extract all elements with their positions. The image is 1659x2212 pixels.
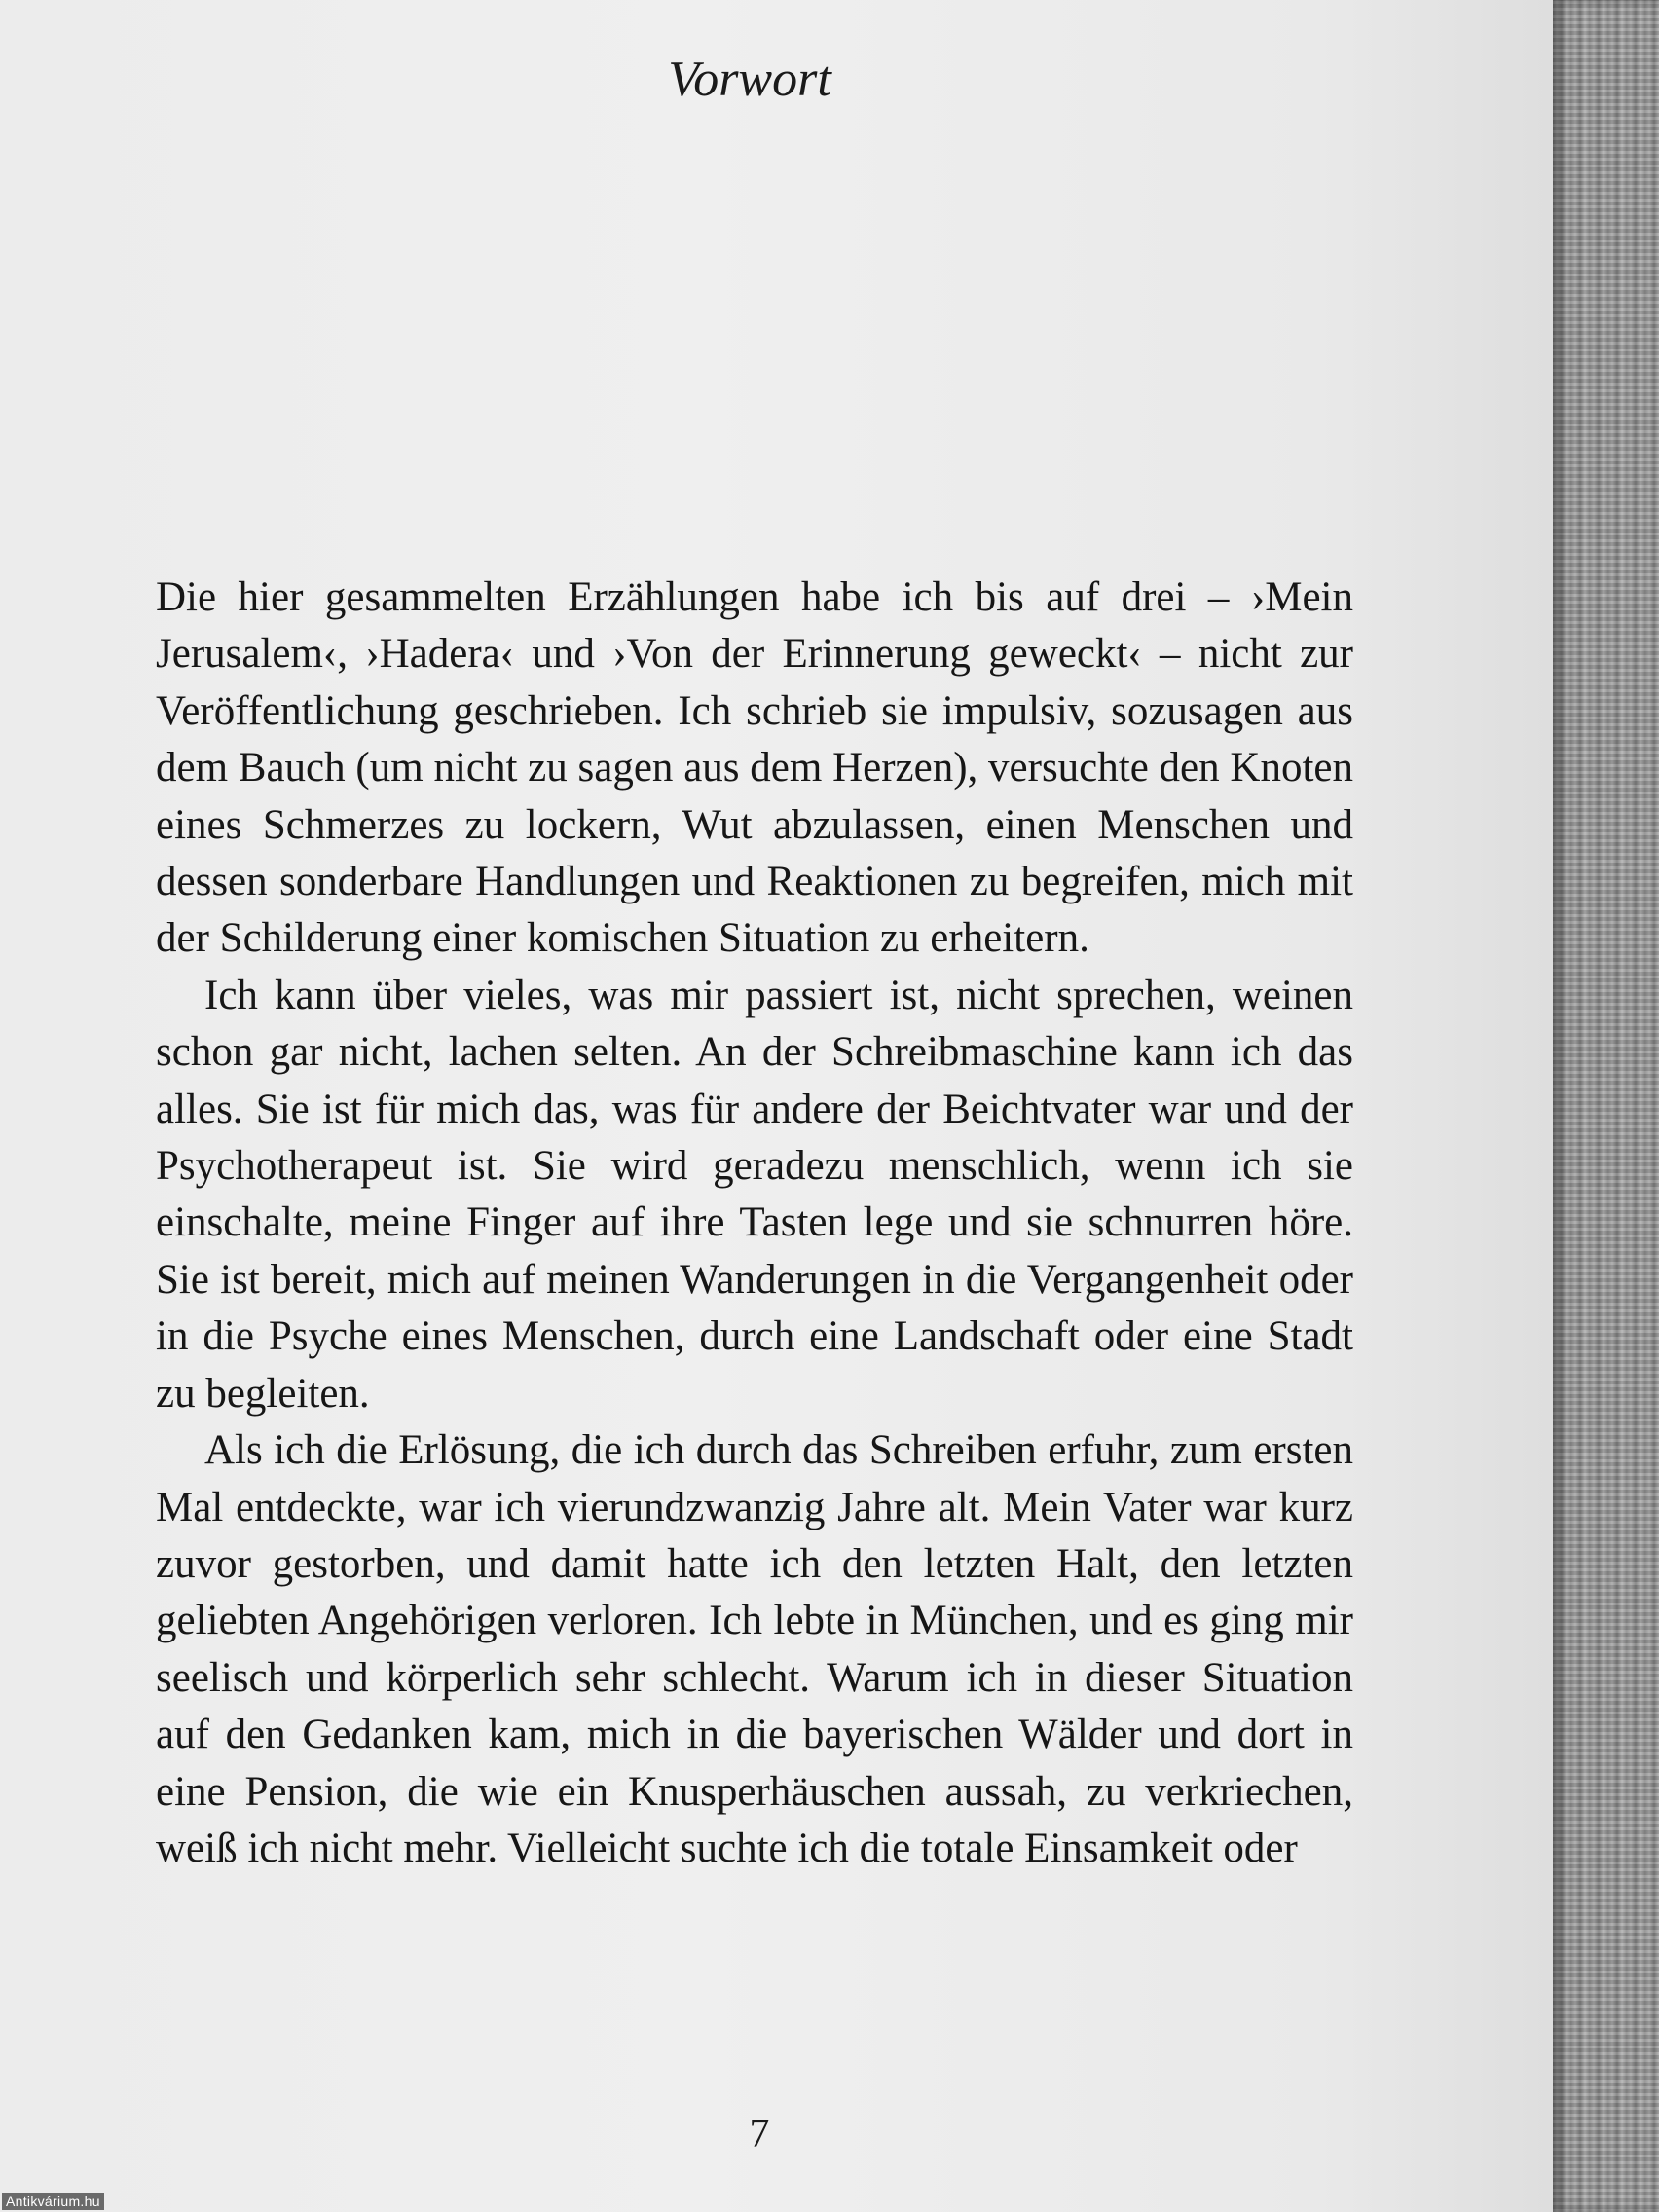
paragraph-3: Als ich die Erlösung, die ich durch das Schreiben erfuhr, zum ersten Mal entdeckte, war ich vierundzwanzig Jahre alt. Mein Vater war kurz zuvor gestorben, und damit hatte ich den letzten Halt, den letzten geliebten Angehörigen verloren. Ich lebte in München, und es ging mir seelisch und körperlich sehr schlecht. Warum ich in dieser Situation auf den Gedanken kam, mich in die bayerischen Wälder und dort in eine Pension, die wie ein Knusperhäuschen aussah, zu verkriechen, weiß ich nicht mehr. Vielleicht suchte ich die totale Einsamkeit oder [156, 1427, 1353, 1871]
chapter-title: Vorwort [668, 52, 831, 107]
watermark: Antikvárium.hu [2, 2193, 104, 2210]
page-stack-edge [1553, 0, 1659, 2212]
paragraph-1: Die hier gesammelten Erzählungen habe ich bis auf drei – ›Mein Jerusalem‹, ›Hadera‹ und ›Von der Erinnerung geweckt‹ – nicht zur Veröffentlichung geschrieben. Ich schrieb sie impulsiv, sozusagen aus dem Bauch (um nicht zu sagen aus dem Herzen), versuchte den Knoten eines Schmerzes zu lockern, Wut abzulassen, einen Menschen und dessen sonderbare Handlungen und Reaktionen zu begreifen, mich mit der Schilderung einer komischen Situation zu erheitern. [156, 574, 1353, 962]
page-number: 7 [749, 2112, 770, 2157]
paragraph-2: Ich kann über vieles, was mir passiert ist, nicht sprechen, weinen schon gar nicht, lachen selten. An der Schreibmaschine kann ich das alles. Sie ist für mich das, was für andere der Beichtvater war und der Psychotherapeut ist. Sie wird geradezu menschlich, wenn ich sie einschalte, meine Finger auf ihre Tasten lege und sie schnurren höre. Sie ist bereit, mich auf meinen Wanderungen in die Vergangenheit oder in die Psyche eines Menschen, durch eine Landschaft oder eine Stadt zu begleiten. [156, 972, 1353, 1417]
body-text [156, 570, 1353, 1877]
